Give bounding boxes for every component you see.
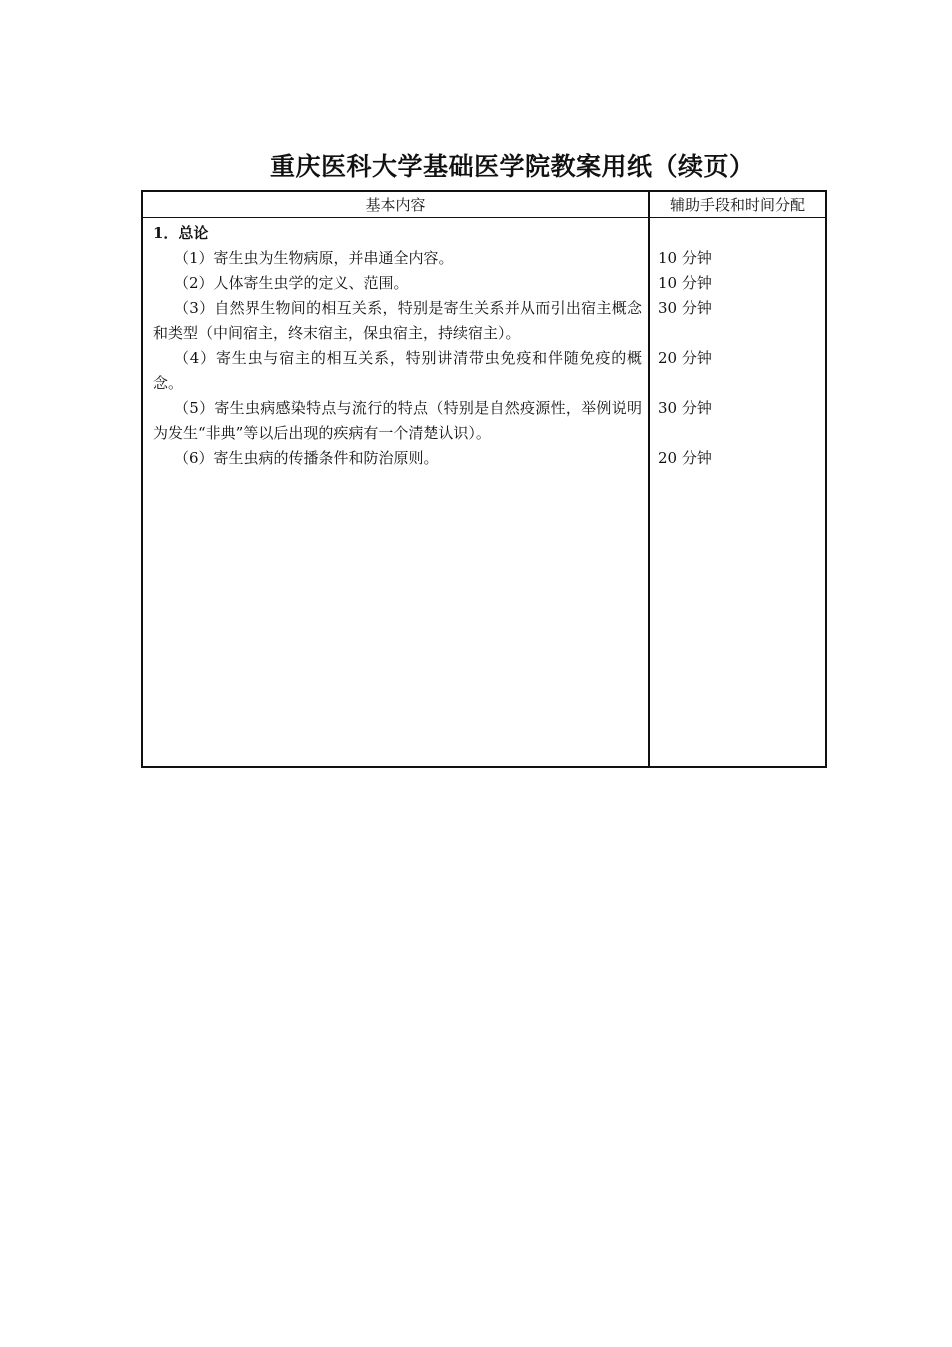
time-spacer [658,221,825,246]
time-allocation: 30 分钟 [658,299,712,317]
time-allocation: 30 分钟 [658,399,712,417]
time-spacer [658,371,825,396]
time-spacer [658,321,825,346]
list-item: （2）人体寄生虫学的定义、范围。 [174,274,409,292]
header-content: 基本内容 [142,191,649,218]
content-cell [142,218,649,768]
lesson-plan-table [141,190,827,768]
time-spacer [658,421,825,446]
time-allocation: 20 分钟 [658,349,712,367]
list-item: （6）寄生虫病的传播条件和防治原则。 [174,449,439,467]
document-title: 重庆医科大学基础医学院教案用纸（续页） [270,152,755,181]
header-aids-time: 辅助手段和时间分配 [649,191,826,218]
time-allocation: 10 分钟 [658,274,712,292]
list-item: （3）自然界生物间的相互关系，特别是寄生关系并从而引出宿主概念和类型（中间宿主，终末宿主，保虫宿主，持续宿主）。 [153,299,642,342]
time-allocation: 20 分钟 [658,449,712,467]
time-cell [649,218,826,768]
section-heading: 1．总论 [153,224,209,242]
table-header-row [142,191,826,218]
list-item: （4）寄生虫与宿主的相互关系，特别讲清带虫免疫和伴随免疫的概念。 [153,349,642,392]
list-item: （1）寄生虫为生物病原，并串通全内容。 [174,249,454,267]
time-allocation: 10 分钟 [658,249,712,267]
table-body-row [142,218,826,768]
list-item: （5）寄生虫病感染特点与流行的特点（特别是自然疫源性，举例说明为发生“非典”等以后出现的疾病有一个清楚认识）。 [153,399,642,442]
